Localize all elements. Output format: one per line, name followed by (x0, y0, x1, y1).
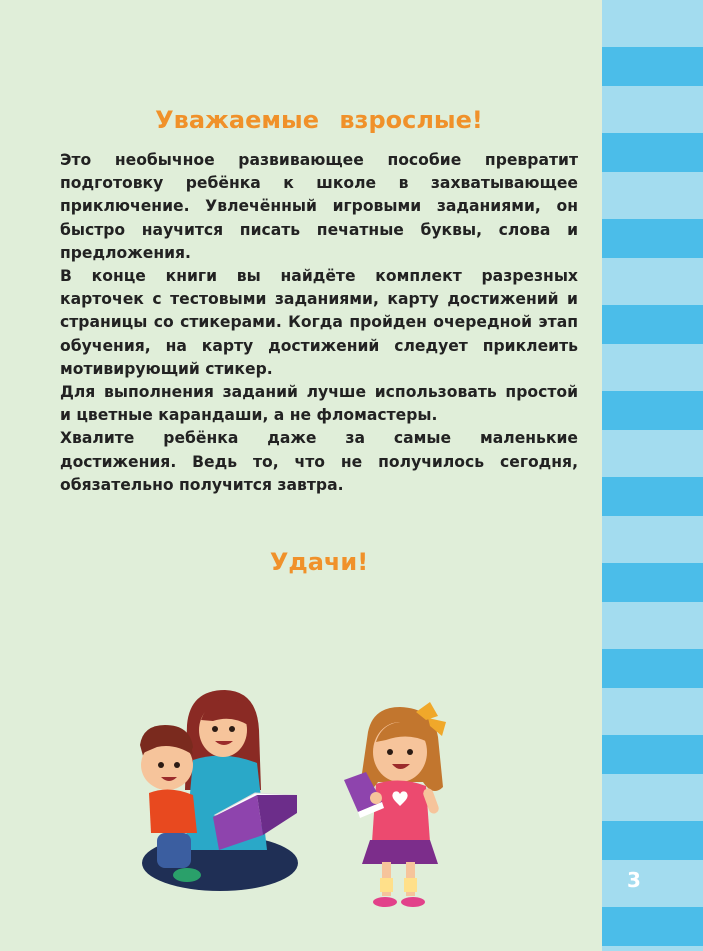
page-number: 3 (627, 868, 641, 892)
striped-margin (602, 0, 703, 951)
paragraph: Хвалите ребёнка даже за самые маленькие достижения. Ведь то, что не получилось сегодня, обязательно получится завтра. (60, 429, 578, 494)
paragraph: Для выполнения заданий лучше использовать простой и цветные карандаши, а не фломастеры. (60, 383, 578, 425)
girl-illustration (338, 702, 463, 912)
intro-text (60, 149, 578, 497)
paragraph: В конце книги вы найдёте комплект разрезных карточек с тестовыми заданиями, карту достижений и страницы со стикерами. Когда пройден очередной этап обучения, на карту достижений следует приклеить мотивирующий стикер. (60, 267, 578, 378)
mother-and-son-illustration (135, 685, 310, 905)
page-title: Уважаемые взрослые! (155, 106, 483, 134)
closing-wish: Удачи! (269, 548, 369, 576)
paragraph: Это необычное развивающее пособие превратит подготовку ребёнка к школе в захватывающее приключение. Увлечённый игровыми заданиями, он быстро научится писать печатные буквы, слова и предложения. (60, 151, 578, 262)
